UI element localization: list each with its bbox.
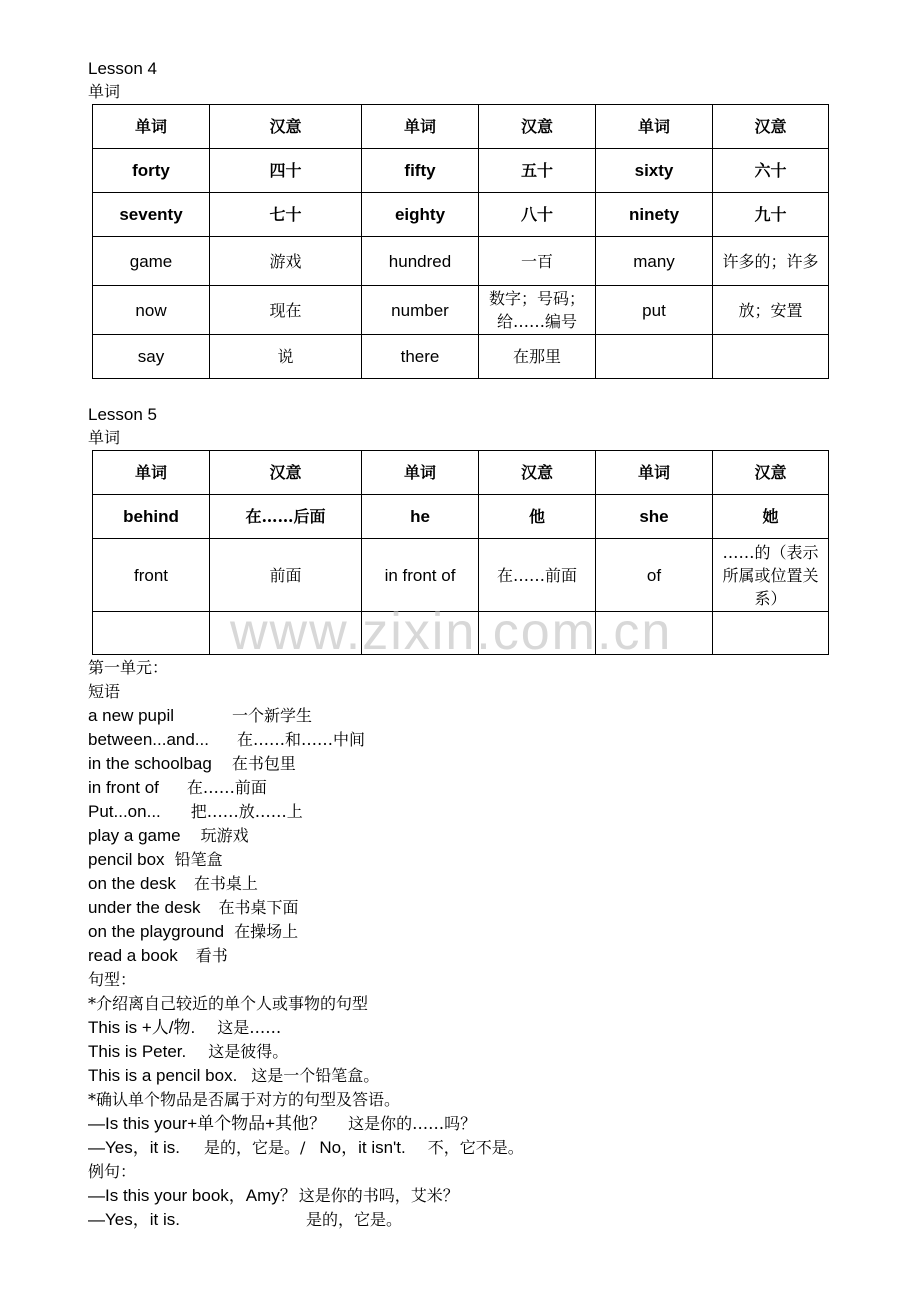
pattern-en: This is +人/物. (88, 1018, 196, 1037)
word-cell: ninety (596, 193, 713, 237)
word-cell (596, 612, 713, 655)
unit1-title: 第一单元： (88, 658, 169, 677)
phrase-en: read a book (88, 946, 178, 965)
table-row (93, 335, 829, 379)
lesson4-subtitle: 单词 (88, 82, 121, 101)
pattern-line (88, 1065, 379, 1087)
phrase-en: under the desk (88, 898, 201, 917)
phrase-zh: 在书桌上 (193, 874, 258, 893)
example-en: —Is this your book，Amy？ (88, 1186, 297, 1205)
meaning-cell: 许多的；许多 (713, 237, 829, 286)
meaning-cell (713, 612, 829, 655)
meaning-cell: 在……前面 (479, 539, 596, 612)
word-cell: of (596, 539, 713, 612)
table-row (93, 237, 829, 286)
phrase-line (88, 825, 249, 847)
phrase-en: between...and... (88, 730, 209, 749)
word-cell: hundred (362, 237, 479, 286)
phrase-line (88, 897, 298, 919)
pattern-en: —Yes，it is. (88, 1138, 180, 1157)
watermark: www.zixin.com.cn (230, 603, 673, 661)
meaning-cell (713, 335, 829, 379)
phrase-en: pencil box (88, 850, 165, 869)
pattern-title: *介绍离自己较近的单个人或事物的句型 (88, 994, 369, 1013)
table-row (93, 286, 829, 335)
meaning-cell: 在那里 (479, 335, 596, 379)
phrase-zh: 把……放……上 (190, 802, 303, 821)
example-en: —Yes，it is. (88, 1210, 180, 1229)
meaning-cell: 她 (713, 495, 829, 539)
example-answer (88, 1209, 402, 1231)
phrase-line (88, 945, 228, 967)
word-cell: now (93, 286, 210, 335)
word-cell: in front of (362, 539, 479, 612)
meaning-cell: 五十 (479, 149, 596, 193)
word-cell: he (362, 495, 479, 539)
examples-heading: 例句： (88, 1162, 137, 1181)
example-zh: 这是你的书吗，艾米？ (298, 1186, 459, 1205)
phrase-zh: 在……和……中间 (236, 730, 365, 749)
header-cell: 汉意 (210, 105, 362, 149)
word-cell: number (362, 286, 479, 335)
phrase-line (88, 849, 223, 871)
pattern-line (88, 1017, 281, 1039)
pattern-en: This is Peter. (88, 1042, 187, 1061)
word-cell: game (93, 237, 210, 286)
phrase-en: a new pupil (88, 706, 175, 725)
word-cell: fifty (362, 149, 479, 193)
lesson5-subtitle: 单词 (88, 428, 121, 447)
meaning-cell (479, 612, 596, 655)
meaning-cell: 一百 (479, 237, 596, 286)
phrase-zh: 看书 (195, 946, 228, 965)
word-cell: say (93, 335, 210, 379)
phrase-line (88, 777, 267, 799)
header-cell: 单词 (362, 105, 479, 149)
phrase-en: play a game (88, 826, 181, 845)
pattern-en: This is a pencil box. (88, 1066, 238, 1085)
word-cell: put (596, 286, 713, 335)
example-question (88, 1185, 459, 1207)
header-cell: 单词 (596, 105, 713, 149)
header-cell: 汉意 (713, 451, 829, 495)
table-row (93, 495, 829, 539)
lesson4-vocab-table (92, 104, 829, 379)
header-cell: 汉意 (713, 105, 829, 149)
phrase-zh: 玩游戏 (200, 826, 249, 845)
pattern-en: —Is this your+单个物品+其他？ (88, 1114, 327, 1133)
word-cell: seventy (93, 193, 210, 237)
phrase-line (88, 729, 365, 751)
meaning-cell: 八十 (479, 193, 596, 237)
pattern-question (88, 1113, 476, 1135)
example-zh: 是的，它是。 (305, 1210, 402, 1229)
pattern-en: No，it isn't. (319, 1138, 406, 1157)
phrase-zh: 在操场上 (234, 922, 299, 941)
phrase-en: in front of (88, 778, 159, 797)
pattern-zh: 这是你的……吗？ (348, 1114, 477, 1133)
meaning-cell: 在……后面 (210, 495, 362, 539)
header-cell: 汉意 (479, 451, 596, 495)
meaning-cell: 前面 (210, 539, 362, 612)
meaning-cell: 说 (210, 335, 362, 379)
pattern-zh: 这是彼得。 (208, 1042, 289, 1061)
phrase-line (88, 753, 296, 775)
header-cell: 汉意 (210, 451, 362, 495)
pattern-answer (88, 1137, 524, 1159)
word-cell (93, 612, 210, 655)
pattern-zh: 这是一个铅笔盒。 (251, 1066, 380, 1085)
word-cell: forty (93, 149, 210, 193)
word-cell: sixty (596, 149, 713, 193)
word-cell: there (362, 335, 479, 379)
table-row (93, 539, 829, 612)
word-cell: behind (93, 495, 210, 539)
pattern-zh: 这是…… (217, 1018, 282, 1037)
table-header-row (93, 451, 829, 495)
phrases-heading: 短语 (88, 682, 121, 701)
word-cell: eighty (362, 193, 479, 237)
lesson4-title: Lesson 4 (88, 59, 157, 78)
phrase-line (88, 873, 258, 895)
meaning-cell: 六十 (713, 149, 829, 193)
meaning-cell: ……的（表示所属或位置关系） (713, 539, 829, 612)
phrase-line (88, 705, 312, 727)
meaning-cell: 现在 (210, 286, 362, 335)
meaning-cell: 他 (479, 495, 596, 539)
lesson5-vocab-table (92, 450, 829, 655)
phrase-zh: 一个新学生 (232, 706, 313, 725)
phrase-line (88, 921, 298, 943)
meaning-cell (210, 612, 362, 655)
pattern-title: *确认单个物品是否属于对方的句型及答语。 (88, 1090, 401, 1109)
meaning-cell: 游戏 (210, 237, 362, 286)
word-cell (362, 612, 479, 655)
phrase-zh: 在……前面 (186, 778, 267, 797)
phrase-en: Put...on... (88, 802, 161, 821)
meaning-cell: 放；安置 (713, 286, 829, 335)
phrase-en: on the playground (88, 922, 225, 941)
phrase-line (88, 801, 303, 823)
meaning-cell: 七十 (210, 193, 362, 237)
pattern-zh: 是的，它是。/ (203, 1138, 306, 1157)
patterns-heading: 句型： (88, 970, 137, 989)
phrase-zh: 铅笔盒 (174, 850, 223, 869)
word-cell (596, 335, 713, 379)
phrase-en: in the schoolbag (88, 754, 212, 773)
header-cell: 单词 (93, 105, 210, 149)
header-cell: 单词 (362, 451, 479, 495)
table-header-row (93, 105, 829, 149)
meaning-cell: 数字；号码；给……编号 (479, 286, 596, 335)
word-cell: she (596, 495, 713, 539)
table-row (93, 193, 829, 237)
meaning-cell: 四十 (210, 149, 362, 193)
table-row (93, 149, 829, 193)
phrase-zh: 在书桌下面 (218, 898, 299, 917)
header-cell: 单词 (596, 451, 713, 495)
phrase-en: on the desk (88, 874, 176, 893)
header-cell: 汉意 (479, 105, 596, 149)
lesson5-title: Lesson 5 (88, 405, 157, 424)
word-cell: many (596, 237, 713, 286)
meaning-cell: 九十 (713, 193, 829, 237)
table-row (93, 612, 829, 655)
word-cell: front (93, 539, 210, 612)
pattern-line (88, 1041, 288, 1063)
phrase-zh: 在书包里 (231, 754, 296, 773)
header-cell: 单词 (93, 451, 210, 495)
pattern-zh: 不，它不是。 (427, 1138, 524, 1157)
